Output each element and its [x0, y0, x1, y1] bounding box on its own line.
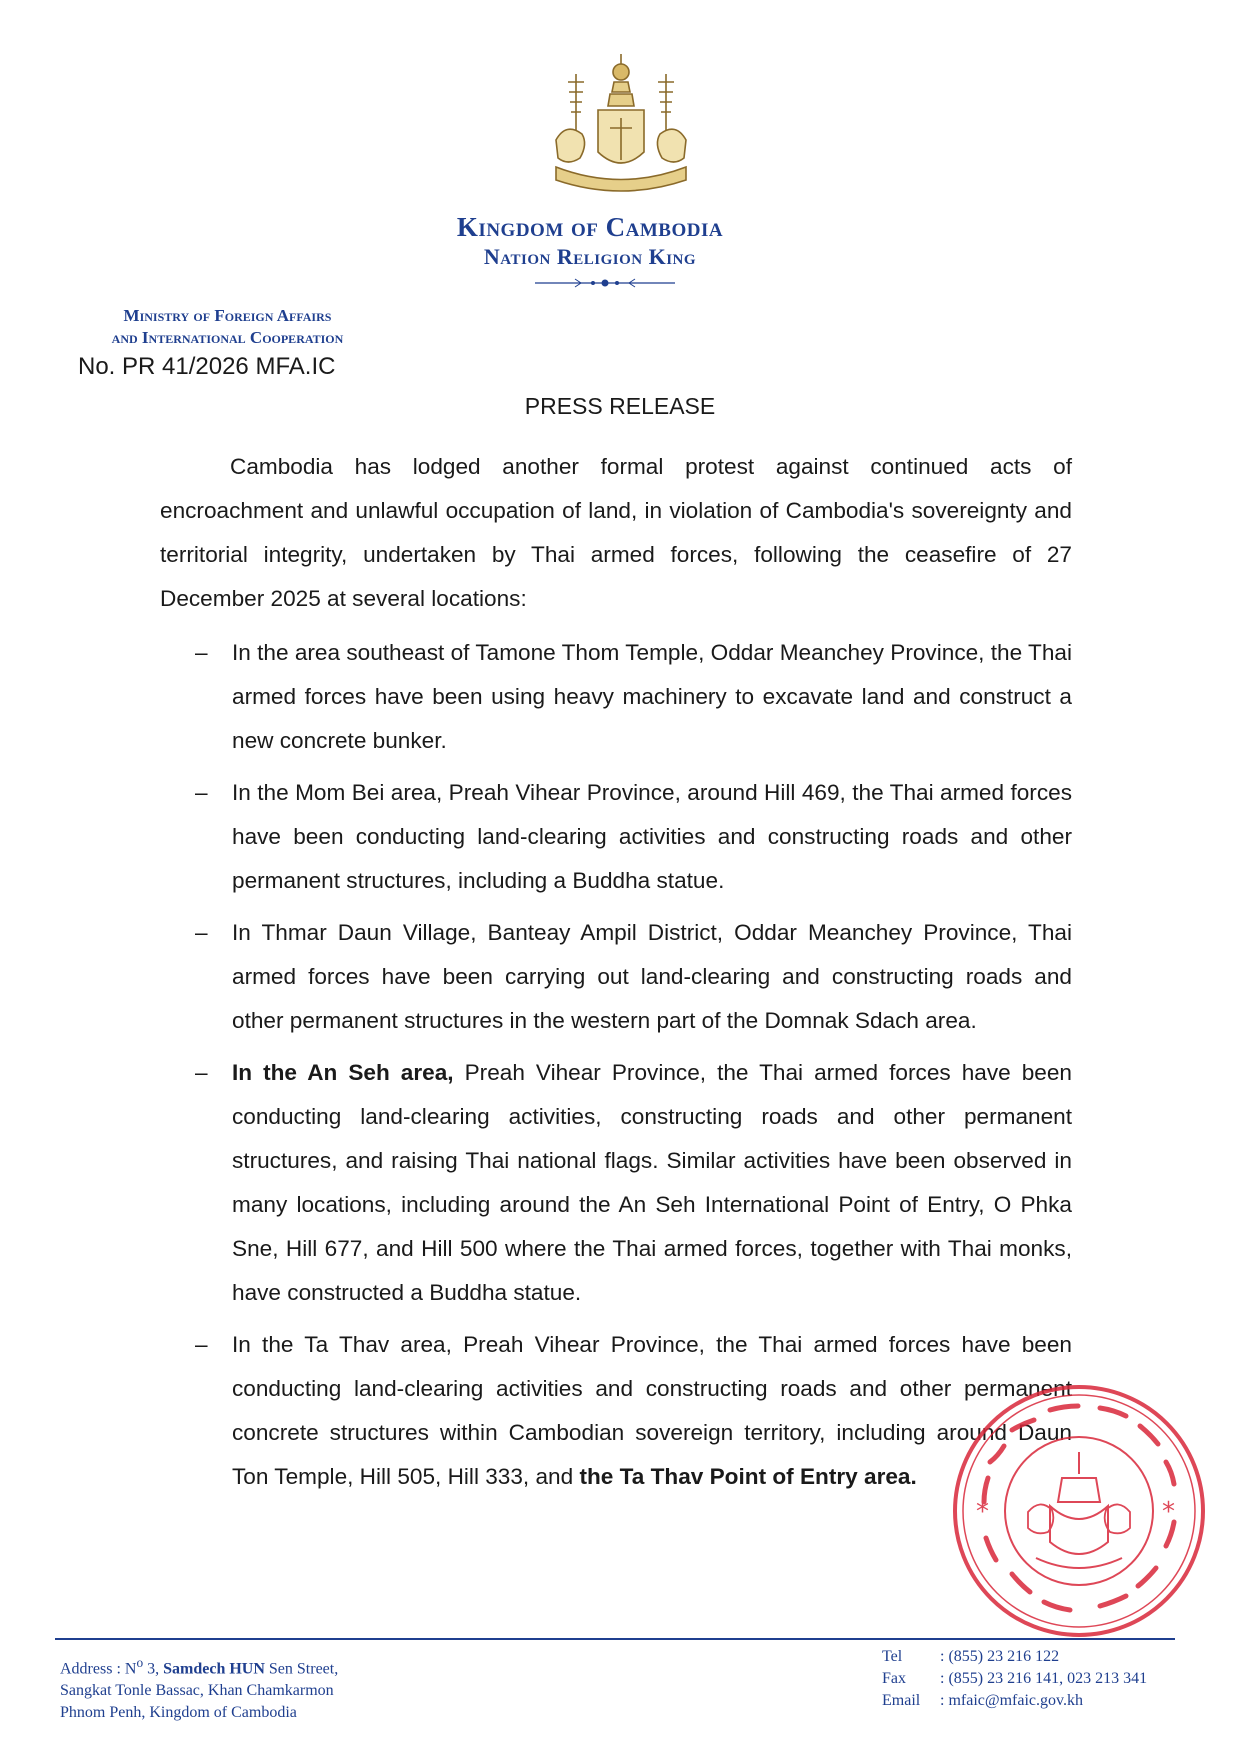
- address-prefix: Address : N: [60, 1660, 137, 1678]
- list-item: [160, 1323, 1072, 1499]
- address-sup: o: [136, 1655, 144, 1670]
- document-number: No. PR 41/2026 MFA.IC: [78, 353, 336, 380]
- royal-coat-of-arms-icon: [536, 52, 706, 202]
- dash-bullet-icon: –: [195, 780, 208, 805]
- page-title: PRESS RELEASE: [524, 393, 716, 419]
- dash-bullet-icon: –: [195, 640, 208, 665]
- intro-paragraph: Cambodia has lodged another formal protest against continued acts of encroachment and unlawful occupation of land, in violation of Cambodia's sovereignty and territorial integrity, undertaken by Thai armed forces, following the ceasefire of 27 December 2025 at several locations:: [160, 454, 1072, 611]
- list-item: [160, 771, 1072, 903]
- dash-bullet-icon: –: [195, 920, 208, 945]
- address-line-1: [60, 1652, 338, 1680]
- item-bold-tail: the Ta Thav Point of Entry area.: [579, 1464, 917, 1489]
- divider-ornament-icon: [535, 276, 675, 288]
- email-label: Email: [882, 1692, 921, 1709]
- address-line-2: Sangkat Tonle Bassac, Khan Chamkarmon: [60, 1682, 334, 1700]
- fax-label: Fax: [882, 1670, 906, 1687]
- list-item: [160, 1051, 1072, 1315]
- item-text: In Thmar Daun Village, Banteay Ampil District, Oddar Meanchey Province, Thai armed forces have been carrying out land-clearing and constructing roads and other permanent structures in the western part of the Domnak Sdach area.: [232, 920, 1072, 1033]
- item-text: In the area southeast of Tamone Thom Temple, Oddar Meanchey Province, the Thai armed forces have been using heavy machinery to excavate land and construct a new concrete bunker.: [232, 640, 1072, 753]
- item-text: Preah Vihear Province, the Thai armed forces have been conducting land-clearing activities, constructing roads and other permanent structures, and raising Thai national flags. Similar activities have been observed in many locations, including around the An Seh International Point of Entry, O Phka Sne, Hill 677, and Hill 500 where the Thai armed forces, together with Thai monks, have constructed a Buddha statue.: [232, 1060, 1072, 1305]
- contact-tel-row: [882, 1646, 1147, 1668]
- list-item: [160, 631, 1072, 763]
- contact-fax-row: [882, 1668, 1147, 1690]
- official-seal-stamp-icon: [950, 1382, 1208, 1640]
- contact-email-row: [882, 1690, 1147, 1712]
- location-list: [160, 631, 1072, 1499]
- email-value: : mfaic@mfaic.gov.kh: [940, 1692, 1083, 1709]
- address-street-bold: Samdech HUN: [163, 1660, 265, 1678]
- list-item: [160, 911, 1072, 1043]
- footer-address: [60, 1652, 338, 1724]
- fax-value: : (855) 23 216 141, 023 213 341: [940, 1670, 1148, 1687]
- svg-text:*: *: [1162, 1497, 1175, 1527]
- svg-text:*: *: [976, 1497, 989, 1527]
- address-number: 3,: [143, 1660, 164, 1678]
- tel-value: : (855) 23 216 122: [940, 1648, 1060, 1665]
- item-bold-lead: In the An Seh area,: [232, 1060, 454, 1085]
- ministry-line-1: Ministry of Foreign Affairs: [123, 306, 332, 325]
- national-motto: Nation Religion King: [483, 244, 697, 269]
- kingdom-heading: Kingdom of Cambodia: [456, 212, 724, 242]
- ministry-name: [40, 305, 415, 349]
- dash-bullet-icon: –: [195, 1060, 208, 1085]
- dash-bullet-icon: –: [195, 1332, 208, 1357]
- tel-label: Tel: [882, 1648, 903, 1665]
- item-text: In the Ta Thav area, Preah Vihear Province, the Thai armed forces have been conducting land-clearing activities and constructing roads and other permanent concrete structures within Cambodian sovereign territory, including around Daun Ton Temple, Hill 505, Hill 333, and: [232, 1332, 1072, 1489]
- footer-divider: [55, 1638, 1175, 1640]
- address-line-3: Phnom Penh, Kingdom of Cambodia: [60, 1704, 297, 1722]
- item-text: In the Mom Bei area, Preah Vihear Province, around Hill 469, the Thai armed forces have been conducting land-clearing activities and constructing roads and other permanent structures, including a Buddha statue.: [232, 780, 1072, 893]
- footer-contact: [882, 1646, 1147, 1712]
- address-street-rest: Sen Street,: [264, 1660, 339, 1678]
- press-release-body: [160, 445, 1072, 1507]
- ministry-line-2: and International Cooperation: [111, 328, 344, 347]
